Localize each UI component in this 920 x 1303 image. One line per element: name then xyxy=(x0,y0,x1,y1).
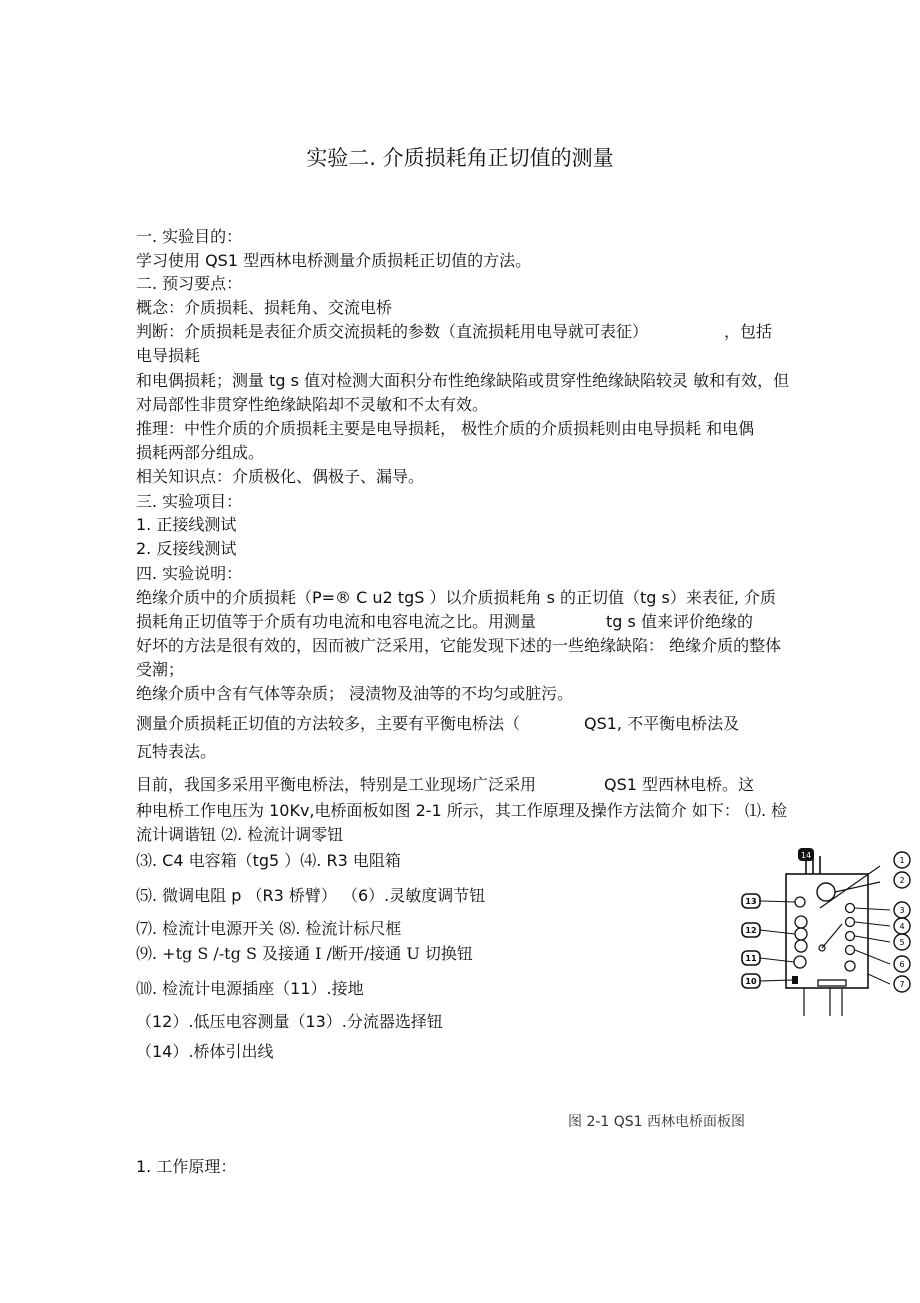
svg-text:2: 2 xyxy=(899,876,905,885)
callout-6 xyxy=(894,956,910,972)
paragraph-line: 概念：介质损耗、损耗角、交流电桥 xyxy=(136,298,393,317)
callout-4 xyxy=(894,918,910,934)
callout-12 xyxy=(742,923,760,937)
paragraph-line: 种电桥工作电压为 10Kv,电桥面板如图 2-1 所示，其工作原理及操作方法简介 如下： ⑴. 检 xyxy=(136,801,788,820)
list-item: 2. 反接线测试 xyxy=(136,539,237,558)
svg-text:10: 10 xyxy=(745,977,757,986)
paragraph-line: 推理：中性介质的介质损耗主要是电导损耗， 极性介质的介质损耗则由电导损耗 和电偶 xyxy=(136,419,755,438)
svg-text:14: 14 xyxy=(800,851,812,860)
paragraph-line: 好坏的方法是很有效的，因而被广泛采用，它能发现下述的一些绝缘缺陷： 绝缘介质的整体 xyxy=(136,636,782,655)
callout-11 xyxy=(742,951,760,965)
paragraph-line: ，包括 xyxy=(724,322,773,341)
paragraph-line: 绝缘介质中的介质损耗（P=® C u2 tgS ）以介质损耗角 s 的正切值（tg s）来表征, 介质 xyxy=(136,588,777,607)
callout-1 xyxy=(894,852,910,868)
paragraph-line: 判断：介质损耗是表征介质交流损耗的参数（直流损耗用电导就可表征） xyxy=(136,322,649,341)
paragraph-line: 损耗两部分组成。 xyxy=(136,443,265,462)
paragraph-line: QS1, 不平衡电桥法及 xyxy=(584,714,740,733)
section-heading-2: 二. 预习要点： xyxy=(136,274,243,293)
callout-13 xyxy=(742,894,760,908)
svg-text:4: 4 xyxy=(899,922,905,931)
paragraph-line: QS1 型西林电桥。这 xyxy=(604,775,755,794)
paragraph-line: ⑺. 检流计电源开关 ⑻. 检流计标尺框 xyxy=(136,919,402,938)
paragraph-line: 相关知识点：介质极化、偶极子、漏导。 xyxy=(136,467,425,486)
section-heading-5: 1. 工作原理： xyxy=(136,1157,237,1176)
svg-text:11: 11 xyxy=(745,954,757,963)
paragraph-line: 损耗角正切值等于介质有功电流和电容电流之比。用测量 xyxy=(136,612,537,631)
paragraph-line: 和电偶损耗；测量 tg s 值对检测大面积分布性绝缘缺陷或贯穿性绝缘缺陷较灵 敏和有效，但 xyxy=(136,371,790,390)
callout-5 xyxy=(894,934,910,950)
paragraph-line: （12）.低压电容测量（13）.分流器选择钮 xyxy=(136,1012,443,1031)
section-heading-4: 四. 实验说明： xyxy=(136,564,243,583)
callout-10 xyxy=(742,974,760,988)
callout-2 xyxy=(894,872,910,888)
svg-text:3: 3 xyxy=(899,906,905,915)
svg-text:1: 1 xyxy=(899,856,905,865)
svg-text:13: 13 xyxy=(745,897,757,906)
callout-3 xyxy=(894,902,910,918)
callout-14 xyxy=(798,848,814,861)
paragraph-line: 电导损耗 xyxy=(136,346,201,365)
svg-text:7: 7 xyxy=(899,980,905,989)
paragraph-line: ⑶. C4 电容箱（tg5 ）⑷. R3 电阻箱 xyxy=(136,851,401,870)
list-item: 1. 正接线测试 xyxy=(136,515,237,534)
page-title: 实验二. 介质损耗角正切值的测量 xyxy=(306,146,614,170)
paragraph-line: ⑼. +tg S /-tg S 及接通 I /断开/接通 U 切换钮 xyxy=(136,944,473,963)
paragraph-line: 对局部性非贯穿性绝缘缺陷却不灵敏和不太有效。 xyxy=(136,395,489,414)
paragraph-line: 目前，我国多采用平衡电桥法，特别是工业现场广泛采用 xyxy=(136,775,537,794)
svg-text:6: 6 xyxy=(899,960,905,969)
section-heading-3: 三. 实验项目： xyxy=(136,492,243,511)
svg-text:5: 5 xyxy=(899,938,905,947)
section-heading-1: 一. 实验目的： xyxy=(136,227,243,246)
qs1-bridge-panel-diagram xyxy=(738,844,914,1024)
paragraph-line: 测量介质损耗正切值的方法较多，主要有平衡电桥法（ xyxy=(136,714,521,733)
paragraph-line: 绝缘介质中含有气体等杂质； 浸渍物及油等的不均匀或脏污。 xyxy=(136,684,574,703)
callout-7 xyxy=(894,976,910,992)
paragraph-line: ⑽. 检流计电源插座（11）.接地 xyxy=(136,979,364,998)
paragraph-line: tg s 值来评价绝缘的 xyxy=(606,612,753,631)
figure-caption: 图 2-1 QS1 西林电桥面板图 xyxy=(568,1114,746,1130)
paragraph-line: （14）.桥体引出线 xyxy=(136,1042,274,1061)
paragraph-line: 瓦特表法。 xyxy=(136,742,217,761)
svg-text:12: 12 xyxy=(745,926,757,935)
paragraph-line: 受潮； xyxy=(136,660,185,679)
paragraph-line: 学习使用 QS1 型西林电桥测量介质损耗正切值的方法。 xyxy=(136,251,532,270)
paragraph-line: ⑸. 微调电阻 p （R3 桥臂） （6）.灵敏度调节钮 xyxy=(136,886,486,905)
paragraph-line: 流计调谐钮 ⑵. 检流计调零钮 xyxy=(136,825,344,844)
